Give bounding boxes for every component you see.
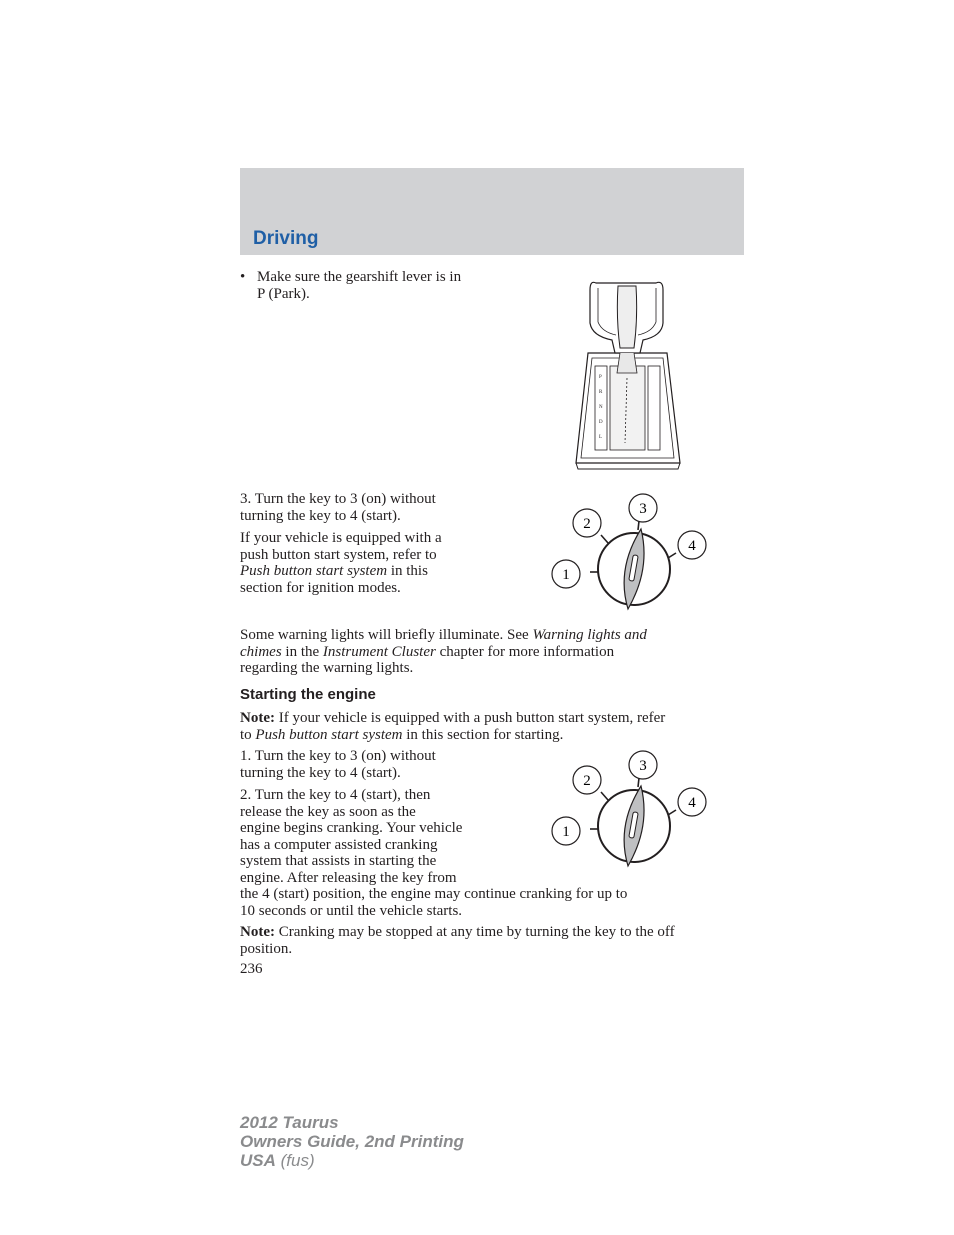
- footer-line3-region: USA: [240, 1151, 276, 1170]
- step-2-line4: has a computer assisted cranking: [240, 836, 438, 853]
- note-2-line2: position.: [240, 940, 293, 957]
- bullet-text-line1: Make sure the gearshift lever is in: [257, 269, 462, 285]
- note-1-line2-rest: in this section for starting.: [402, 726, 564, 743]
- footer-line1: 2012 Taurus: [240, 1113, 339, 1132]
- note-1-label: Note:: [240, 710, 275, 726]
- ignition-1-label-3: 3: [639, 501, 647, 517]
- step-1: [240, 748, 436, 781]
- push-button-line1: If your vehicle is equipped with a: [240, 530, 442, 546]
- gearshift-figure: [570, 278, 685, 473]
- ignition-2-label-3: 3: [639, 758, 647, 774]
- warning-line1-pre: Some warning lights will briefly illuminate. See: [240, 627, 533, 643]
- step-2-line8: 10 seconds or until the vehicle starts.: [240, 902, 463, 919]
- gear-letter-d: D: [599, 420, 603, 425]
- step-3: [240, 491, 436, 524]
- step-1-line1: 1. Turn the key to 3 (on) without: [240, 748, 436, 764]
- ignition-2-label-1: 1: [562, 824, 570, 840]
- push-button-line3-rest: in this: [387, 563, 428, 579]
- gear-letter-r: R: [599, 390, 603, 395]
- warning-line2-rest: chapter for more information: [435, 643, 615, 660]
- footer-line2: Owners Guide, 2nd Printing: [240, 1132, 464, 1151]
- warning-line3: regarding the warning lights.: [240, 660, 414, 676]
- note-1-line2-pre: to: [240, 726, 256, 743]
- ignition-2-label-4: 4: [688, 795, 696, 811]
- ignition-1-label-1: 1: [562, 567, 570, 583]
- note-1-line1: If your vehicle is equipped with a push button start system, refer: [274, 710, 666, 726]
- step-2-line5: system that assists in starting the: [240, 853, 437, 869]
- gear-letter-p: P: [599, 375, 602, 380]
- step-2-line1: 2. Turn the key to 4 (start), then: [240, 787, 431, 803]
- section-title: Driving: [253, 228, 319, 249]
- push-button-line2: push button start system, refer to: [240, 546, 437, 563]
- step-2-line6: engine. After releasing the key from: [240, 869, 457, 886]
- footer-line3-code: (fus): [275, 1151, 315, 1170]
- note-2: [240, 924, 675, 957]
- push-button-line4: section for ignition modes.: [240, 579, 401, 596]
- starting-engine-heading: Starting the engine: [240, 686, 376, 703]
- warning-lights-ref: Warning lights and: [532, 627, 647, 643]
- step-2-line2: release the key as soon as the: [240, 803, 416, 820]
- push-button-ref: Push button start system: [240, 563, 388, 579]
- step-1-line2: turning the key to 4 (start).: [240, 764, 401, 781]
- bullet-item: [240, 269, 461, 302]
- note-1-ref: Push button start system: [255, 726, 403, 743]
- note-2-label: Note:: [240, 924, 275, 940]
- step-2-line7: the 4 (start) position, the engine may continue cranking for up to: [240, 886, 628, 902]
- gear-letter-l: L: [599, 435, 603, 440]
- instrument-cluster-ref: Instrument Cluster: [322, 643, 436, 660]
- ignition-1-label-4: 4: [688, 538, 696, 554]
- page-number: 236: [240, 961, 263, 977]
- step-2-line3: engine begins cranking. Your vehicle: [240, 820, 463, 836]
- footer: [240, 1113, 464, 1170]
- ignition-1-label-2: 2: [583, 516, 591, 532]
- note-2-line1: Cranking may be stopped at any time by turning the key to the off: [274, 924, 675, 940]
- ignition-2-label-2: 2: [583, 773, 591, 789]
- gear-letter-n: N: [599, 405, 603, 410]
- bullet-symbol: •: [240, 269, 246, 285]
- ignition-figure-1: [548, 493, 713, 613]
- chimes-ref: chimes: [240, 643, 282, 660]
- step-3-line2: turning the key to 4 (start).: [240, 507, 401, 524]
- warning-line2-mid: in the: [281, 643, 323, 660]
- step-3-line1: 3. Turn the key to 3 (on) without: [240, 491, 436, 507]
- push-button-paragraph: [240, 530, 442, 596]
- note-1: [240, 710, 665, 743]
- warning-lights-paragraph: [240, 627, 647, 677]
- bullet-text-line2: P (Park).: [257, 285, 310, 302]
- ignition-figure-2: [548, 750, 713, 870]
